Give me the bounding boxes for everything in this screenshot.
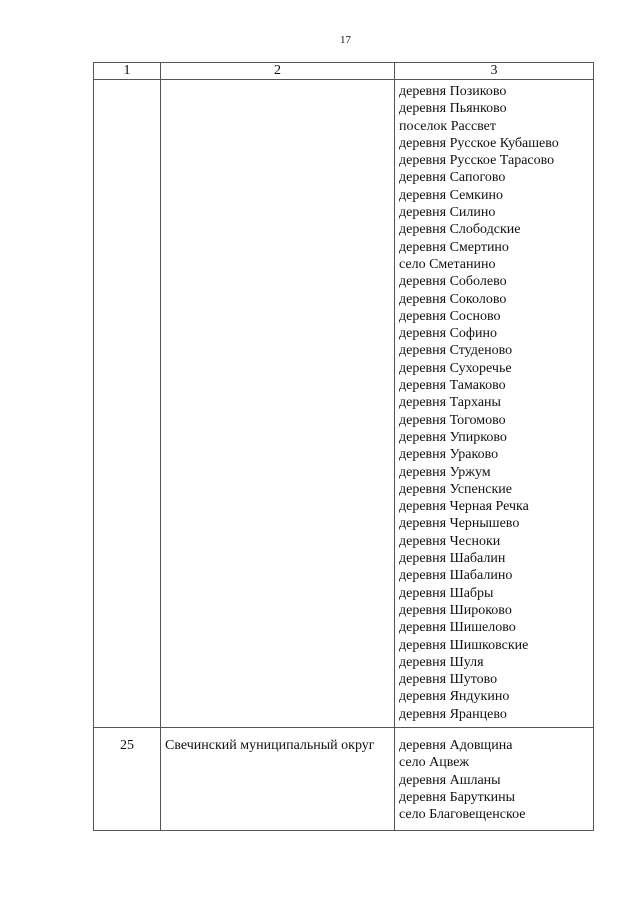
settlement-item: село Сметанино [399,256,496,272]
page-number: 17 [340,34,351,46]
settlement-item: деревня Семкино [399,187,503,203]
settlement-item: деревня Сосново [399,308,501,324]
settlement-item: деревня Шишелово [399,620,516,636]
settlement-item: деревня Успенские [399,481,512,497]
settlement-item: деревня Широково [399,602,512,618]
row-number: 25 [94,727,161,830]
settlement-list [395,727,594,830]
settlement-item: деревня Баруткины [399,789,515,805]
settlement-item: деревня Соколово [399,291,507,307]
settlement-item: деревня Сапогово [399,170,506,186]
settlement-item: деревня Шабалино [399,568,513,584]
settlement-item: деревня Упирково [399,429,507,445]
settlement-item: деревня Софино [399,326,497,342]
settlement-item: деревня Яндукино [399,689,510,705]
settlement-item: деревня Позиково [399,84,507,99]
settlement-item: деревня Шабалин [399,551,506,567]
settlement-item: деревня Шуля [399,654,484,670]
settlement-item: деревня Сухоречье [399,360,512,376]
settlement-item: деревня Студеново [399,343,513,359]
settlement-item: деревня Шутово [399,672,498,688]
settlement-item: деревня Шабры [399,585,494,601]
settlement-item: деревня Тогомово [399,412,506,428]
header-col-3: 3 [395,63,594,80]
settlement-item: деревня Русское Тарасово [399,153,555,169]
settlement-item: деревня Соболево [399,274,507,290]
settlement-item: деревня Ашланы [399,772,501,788]
table-header-row [94,63,594,80]
header-col-1: 1 [94,63,161,80]
settlement-item: деревня Тамаково [399,378,506,394]
settlement-item: деревня Чернышево [399,516,520,532]
settlement-item: деревня Силино [399,205,496,221]
settlement-item: поселок Рассвет [399,118,497,134]
settlement-item: деревня Слободские [399,222,521,238]
settlement-item: деревня Адовщина [399,737,513,753]
settlement-item: деревня Яранцево [399,706,507,722]
settlements-table [93,62,594,831]
table-row [94,80,594,728]
settlement-item: село Ацвеж [399,755,470,771]
settlement-item: деревня Шишковские [399,637,529,653]
settlement-item: деревня Тарханы [399,395,501,411]
settlement-list [395,80,594,728]
settlement-item: деревня Чесноки [399,533,501,549]
settlement-item: деревня Черная Речка [399,499,529,515]
district-name [161,80,395,728]
settlement-item: деревня Ураково [399,447,499,463]
settlement-item: деревня Пьянково [399,101,507,117]
settlement-item: деревня Русское Кубашево [399,135,559,151]
row-number [94,80,161,728]
table-row [94,727,594,830]
settlement-item: деревня Смертино [399,239,509,255]
district-name: Свечинский муниципальный округ [161,727,395,830]
settlement-item: село Благовещенское [399,807,526,823]
settlement-item: деревня Уржум [399,464,491,480]
header-col-2: 2 [161,63,395,80]
